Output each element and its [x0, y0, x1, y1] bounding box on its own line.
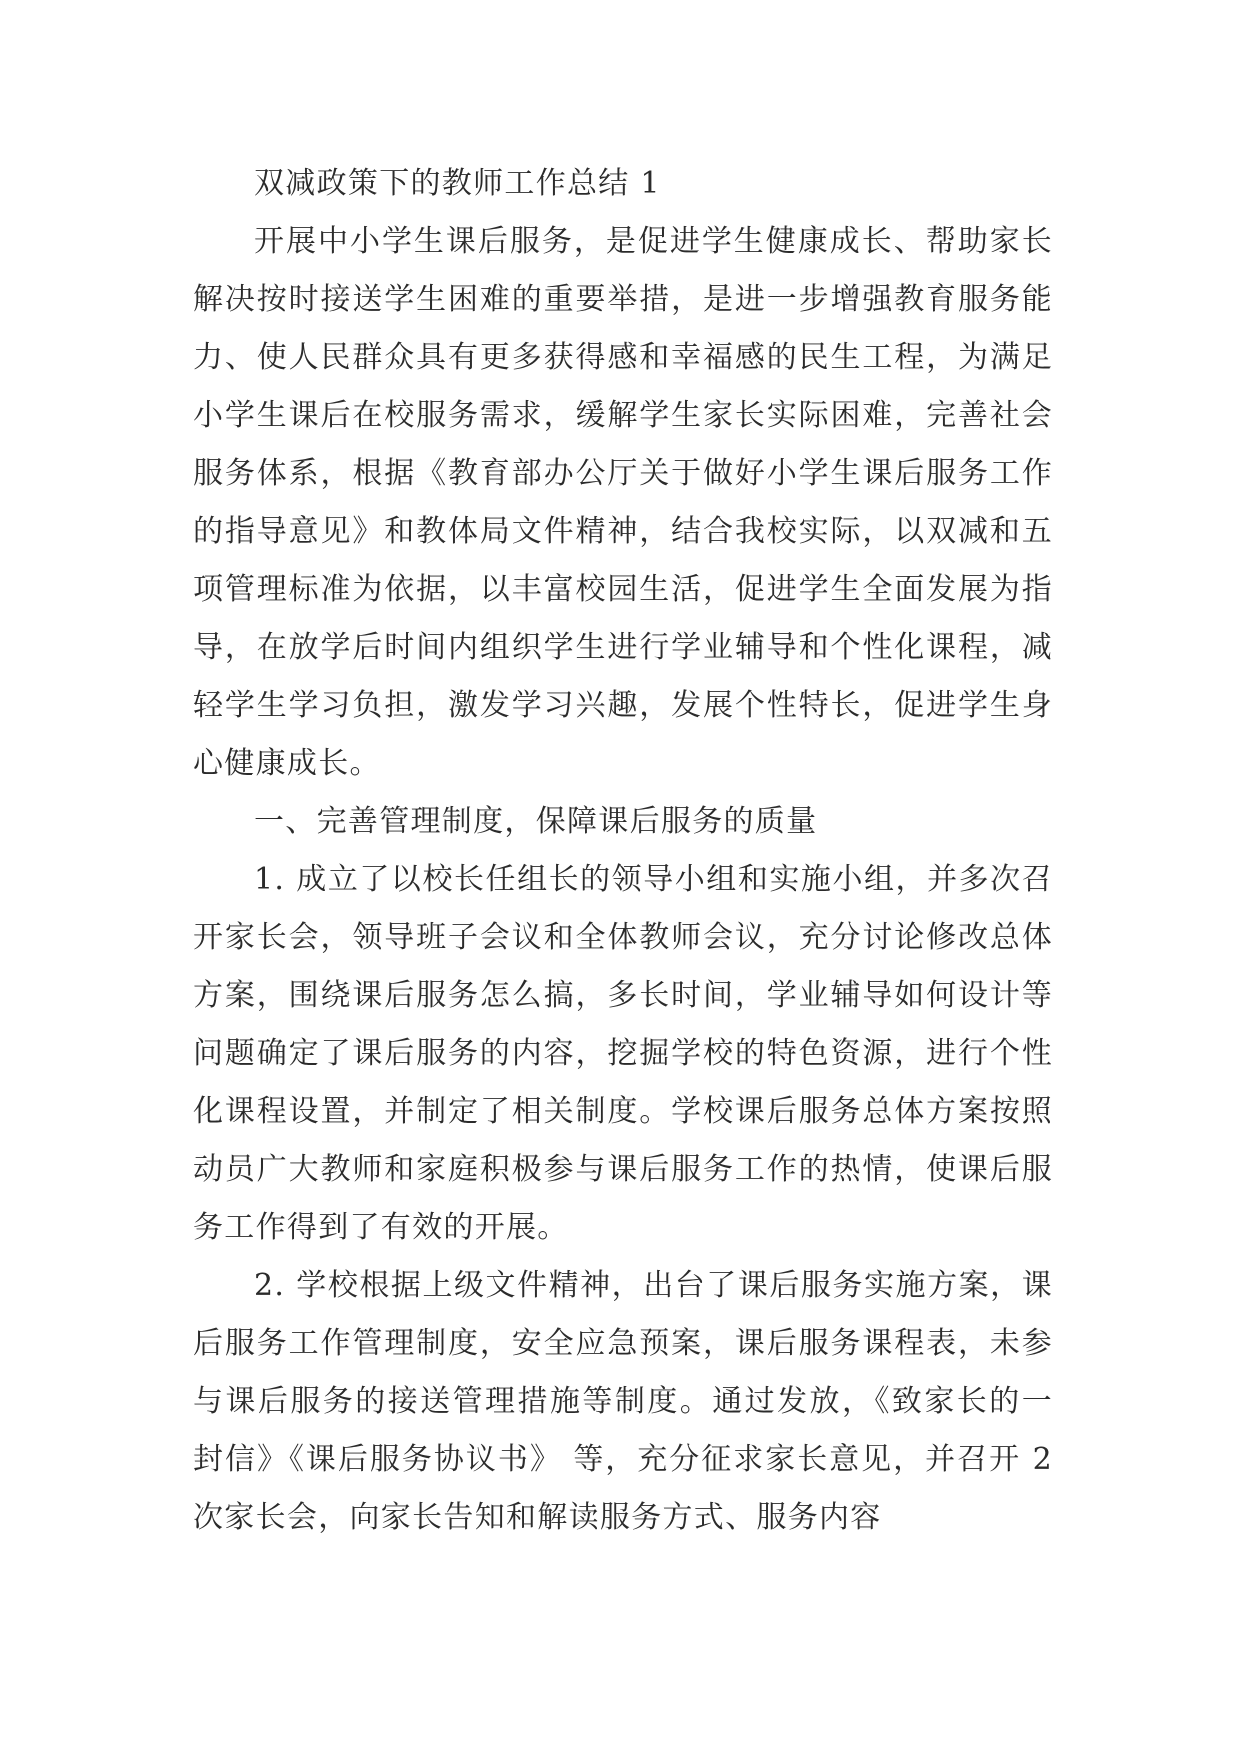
document-title: 双减政策下的教师工作总结 1: [254, 166, 661, 201]
section-heading: 一、完善管理制度，保障课后服务的质量: [254, 804, 818, 839]
document-body: [193, 155, 1053, 1547]
paragraph-item-2: 2. 学校根据上级文件精神，出台了课后服务实施方案，课后服务工作管理制度，安全应急预案，课后服务课程表，未参与课后服务的接送管理措施等制度。通过发放，《致家长的一封信》《课后服务协议书》 等，充分征求家长意见，并召开 2 次家长会，向家长告知和解读服务方式、服务内容: [193, 1268, 1053, 1535]
paragraph-item-1: 1. 成立了以校长任组长的领导小组和实施小组，并多次召开家长会，领导班子会议和全体教师会议，充分讨论修改总体方案，围绕课后服务怎么搞，多长时间，学业辅导如何设计等问题确定了课后服务的内容，挖掘学校的特色资源，进行个性化课程设置，并制定了相关制度。学校课后服务总体方案按照动员广大教师和家庭积极参与课后服务工作的热情，使课后服务工作得到了有效的开展。: [193, 862, 1053, 1245]
paragraph-intro: 开展中小学生课后服务，是促进学生健康成长、帮助家长解决按时接送学生困难的重要举措，是进一步增强教育服务能力、使人民群众具有更多获得感和幸福感的民生工程，为满足小学生课后在校服务需求，缓解学生家长实际困难，完善社会服务体系，根据《教育部办公厅关于做好小学生课后服务工作的指导意见》和教体局文件精神，结合我校实际，以双减和五项管理标准为依据，以丰富校园生活，促进学生全面发展为指导，在放学后时间内组织学生进行学业辅导和个性化课程，减轻学生学习负担，激发学习兴趣，发展个性特长，促进学生身心健康成长。: [193, 224, 1053, 781]
